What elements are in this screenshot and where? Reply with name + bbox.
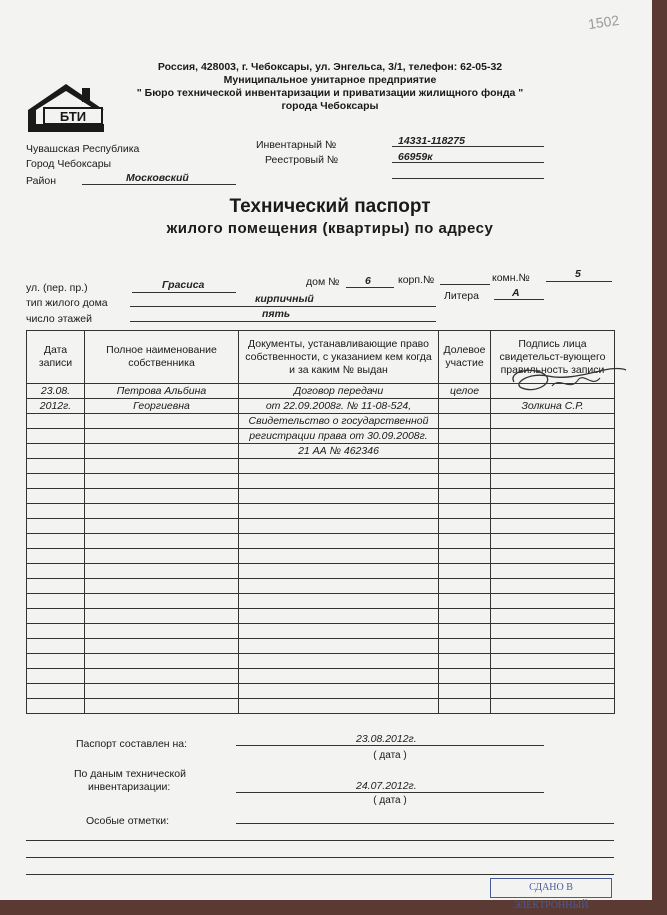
pencil-note: 1502 bbox=[587, 11, 621, 33]
table-cell bbox=[439, 654, 491, 669]
signature-mark bbox=[500, 362, 630, 400]
archive-stamp: СДАНО В ЭЛЕКТРОННЫЙ bbox=[490, 878, 612, 898]
floors-value: пять bbox=[262, 308, 291, 320]
table-cell bbox=[239, 624, 439, 639]
table-cell bbox=[27, 639, 85, 654]
logo-text: БТИ bbox=[59, 109, 87, 124]
table-cell bbox=[239, 489, 439, 504]
table-row bbox=[27, 684, 615, 699]
table-cell bbox=[439, 579, 491, 594]
table-cell bbox=[439, 399, 491, 414]
table-cell bbox=[491, 519, 615, 534]
org-name: " Бюро технической инвентаризации и приватизации жилищного фонда " bbox=[136, 87, 524, 99]
table-cell: от 22.09.2008г. № 11-08-524, bbox=[239, 399, 439, 414]
inventory-label: Инвентарный № bbox=[256, 139, 337, 151]
table-cell bbox=[85, 624, 239, 639]
table-cell bbox=[27, 519, 85, 534]
table-cell bbox=[27, 504, 85, 519]
table-cell bbox=[491, 489, 615, 504]
document-title: Технический паспорт bbox=[229, 196, 431, 217]
table-cell bbox=[239, 534, 439, 549]
table-cell bbox=[85, 549, 239, 564]
inventory-date-value: 24.07.2012г. bbox=[356, 780, 417, 792]
table-cell bbox=[239, 579, 439, 594]
table-cell bbox=[27, 489, 85, 504]
table-row bbox=[27, 564, 615, 579]
table-cell bbox=[27, 684, 85, 699]
inventory-data-label-2: инвентаризации: bbox=[88, 781, 171, 793]
table-cell bbox=[85, 699, 239, 714]
table-cell bbox=[491, 534, 615, 549]
table-cell bbox=[491, 549, 615, 564]
table-cell bbox=[439, 549, 491, 564]
special-notes-label: Особые отметки: bbox=[86, 815, 170, 827]
table-cell bbox=[491, 624, 615, 639]
table-cell bbox=[439, 474, 491, 489]
table-cell bbox=[491, 429, 615, 444]
district-label: Район bbox=[26, 175, 56, 187]
house-type-label: тип жилого дома bbox=[26, 297, 108, 309]
col-header-signature: Подпись лица свидетельст-вующего правильность записи bbox=[491, 331, 615, 384]
document-subtitle: жилого помещения (квартиры) по адресу bbox=[166, 220, 494, 237]
table-cell bbox=[439, 699, 491, 714]
table-cell bbox=[239, 594, 439, 609]
compiled-caption: ( дата ) bbox=[373, 750, 407, 761]
table-cell bbox=[85, 444, 239, 459]
table-cell bbox=[85, 504, 239, 519]
table-cell bbox=[27, 594, 85, 609]
table-row bbox=[27, 399, 615, 414]
table-row bbox=[27, 609, 615, 624]
table-body bbox=[27, 384, 615, 714]
inventory-date-caption: ( дата ) bbox=[373, 795, 407, 806]
house-type-value: кирпичный bbox=[255, 293, 314, 305]
table-row bbox=[27, 549, 615, 564]
inventory-data-label-1: По даным технической bbox=[74, 768, 186, 780]
compiled-label: Паспорт составлен на: bbox=[76, 738, 188, 750]
table-cell bbox=[85, 579, 239, 594]
table-cell bbox=[27, 534, 85, 549]
table-cell bbox=[239, 639, 439, 654]
table-row bbox=[27, 639, 615, 654]
district-value: Московский bbox=[126, 172, 189, 184]
table-cell bbox=[239, 459, 439, 474]
table-row bbox=[27, 489, 615, 504]
col-header-date: Дата записи bbox=[27, 331, 85, 384]
inventory-value: 14331-118275 bbox=[398, 135, 465, 147]
bti-logo bbox=[24, 80, 108, 134]
table-cell bbox=[439, 429, 491, 444]
table-cell bbox=[27, 699, 85, 714]
table-cell bbox=[439, 609, 491, 624]
table-cell bbox=[27, 414, 85, 429]
republic-label: Чувашская Республика bbox=[26, 143, 140, 155]
table-row bbox=[27, 579, 615, 594]
table-cell bbox=[27, 444, 85, 459]
table-row bbox=[27, 699, 615, 714]
table-cell bbox=[85, 564, 239, 579]
table-row bbox=[27, 429, 615, 444]
table-cell: 2012г. bbox=[27, 399, 85, 414]
org-type: Муниципальное унитарное предприятие bbox=[223, 74, 437, 86]
table-cell bbox=[439, 639, 491, 654]
table-cell bbox=[27, 579, 85, 594]
table-cell: Свидетельство о государственной bbox=[239, 414, 439, 429]
compiled-value: 23.08.2012г. bbox=[356, 733, 417, 745]
table-cell bbox=[85, 594, 239, 609]
table-row bbox=[27, 459, 615, 474]
table-cell bbox=[85, 534, 239, 549]
registry-label: Реестровый № bbox=[265, 154, 339, 166]
table-row bbox=[27, 624, 615, 639]
table-cell bbox=[491, 414, 615, 429]
table-row bbox=[27, 414, 615, 429]
table-cell bbox=[491, 444, 615, 459]
floors-label: число этажей bbox=[26, 313, 92, 325]
table-cell bbox=[491, 564, 615, 579]
table-cell bbox=[491, 639, 615, 654]
table-cell bbox=[27, 564, 85, 579]
table-cell bbox=[85, 429, 239, 444]
table-cell: 21 АА № 462346 bbox=[239, 444, 439, 459]
table-cell bbox=[491, 684, 615, 699]
table-row bbox=[27, 504, 615, 519]
table-cell bbox=[27, 654, 85, 669]
table-cell bbox=[491, 699, 615, 714]
room-value: 5 bbox=[575, 268, 581, 280]
table-cell bbox=[439, 504, 491, 519]
table-cell bbox=[491, 579, 615, 594]
table-cell bbox=[85, 459, 239, 474]
table-cell bbox=[439, 669, 491, 684]
table-cell bbox=[27, 459, 85, 474]
table-cell bbox=[239, 564, 439, 579]
table-cell bbox=[27, 429, 85, 444]
table-cell bbox=[85, 654, 239, 669]
table-cell bbox=[239, 669, 439, 684]
table-cell bbox=[491, 504, 615, 519]
table-cell bbox=[439, 414, 491, 429]
table-cell bbox=[239, 654, 439, 669]
table-cell bbox=[85, 414, 239, 429]
table-cell bbox=[239, 549, 439, 564]
table-cell bbox=[85, 474, 239, 489]
table-row bbox=[27, 444, 615, 459]
table-cell bbox=[85, 684, 239, 699]
table-cell bbox=[439, 444, 491, 459]
city-label: Город Чебоксары bbox=[26, 158, 112, 170]
letter-label: Литера bbox=[444, 290, 479, 302]
table-cell bbox=[439, 594, 491, 609]
table-cell bbox=[491, 669, 615, 684]
col-header-share: Долевое участие bbox=[439, 331, 491, 384]
table-cell bbox=[239, 684, 439, 699]
table-row bbox=[27, 534, 615, 549]
table-cell bbox=[27, 474, 85, 489]
table-cell bbox=[491, 459, 615, 474]
table-cell bbox=[85, 669, 239, 684]
table-cell bbox=[239, 474, 439, 489]
table-cell: Договор передачи bbox=[239, 384, 439, 399]
table-cell bbox=[85, 519, 239, 534]
table-cell bbox=[439, 519, 491, 534]
table-row bbox=[27, 474, 615, 489]
col-header-owner: Полное наименование собственника bbox=[85, 331, 239, 384]
table-cell bbox=[239, 699, 439, 714]
house-value: 6 bbox=[365, 275, 371, 287]
org-address: Россия, 428003, г. Чебоксары, ул. Энгельса, 3/1, телефон: 62-05-32 bbox=[157, 61, 503, 73]
table-cell bbox=[85, 609, 239, 624]
table-cell: регистрации права от 30.09.2008г. bbox=[239, 429, 439, 444]
table-cell bbox=[491, 609, 615, 624]
table-cell: целое bbox=[439, 384, 491, 399]
table-cell: 23.08. bbox=[27, 384, 85, 399]
table-cell bbox=[27, 624, 85, 639]
table-row bbox=[27, 519, 615, 534]
street-label: ул. (пер. пр.) bbox=[26, 282, 88, 294]
table-cell: Георгиевна bbox=[85, 399, 239, 414]
table-cell bbox=[85, 489, 239, 504]
org-city: города Чебоксары bbox=[281, 100, 379, 112]
table-cell bbox=[85, 639, 239, 654]
col-header-documents: Документы, устанавливающие право собственности, с указанием кем когда и за каким № выдан bbox=[239, 331, 439, 384]
table-cell bbox=[27, 549, 85, 564]
table-cell bbox=[439, 684, 491, 699]
room-label: комн.№ bbox=[492, 272, 530, 284]
house-label: дом № bbox=[306, 276, 340, 288]
table-cell bbox=[491, 474, 615, 489]
table-cell: Петрова Альбина bbox=[85, 384, 239, 399]
registry-value: 66959к bbox=[398, 151, 433, 163]
building-label: корп.№ bbox=[398, 274, 435, 286]
table-cell bbox=[439, 534, 491, 549]
table-cell bbox=[239, 519, 439, 534]
table-cell bbox=[239, 504, 439, 519]
table-row bbox=[27, 594, 615, 609]
table-cell bbox=[27, 609, 85, 624]
table-cell bbox=[439, 564, 491, 579]
table-cell bbox=[491, 654, 615, 669]
table-cell: Золкина С.Р. bbox=[491, 399, 615, 414]
letter-value: А bbox=[512, 287, 520, 299]
street-value: Грасиса bbox=[162, 279, 205, 291]
table-cell bbox=[439, 624, 491, 639]
table-cell bbox=[439, 459, 491, 474]
table-cell bbox=[439, 489, 491, 504]
table-cell bbox=[491, 594, 615, 609]
table-row bbox=[27, 654, 615, 669]
table-row bbox=[27, 669, 615, 684]
table-cell bbox=[239, 609, 439, 624]
table-cell bbox=[27, 669, 85, 684]
